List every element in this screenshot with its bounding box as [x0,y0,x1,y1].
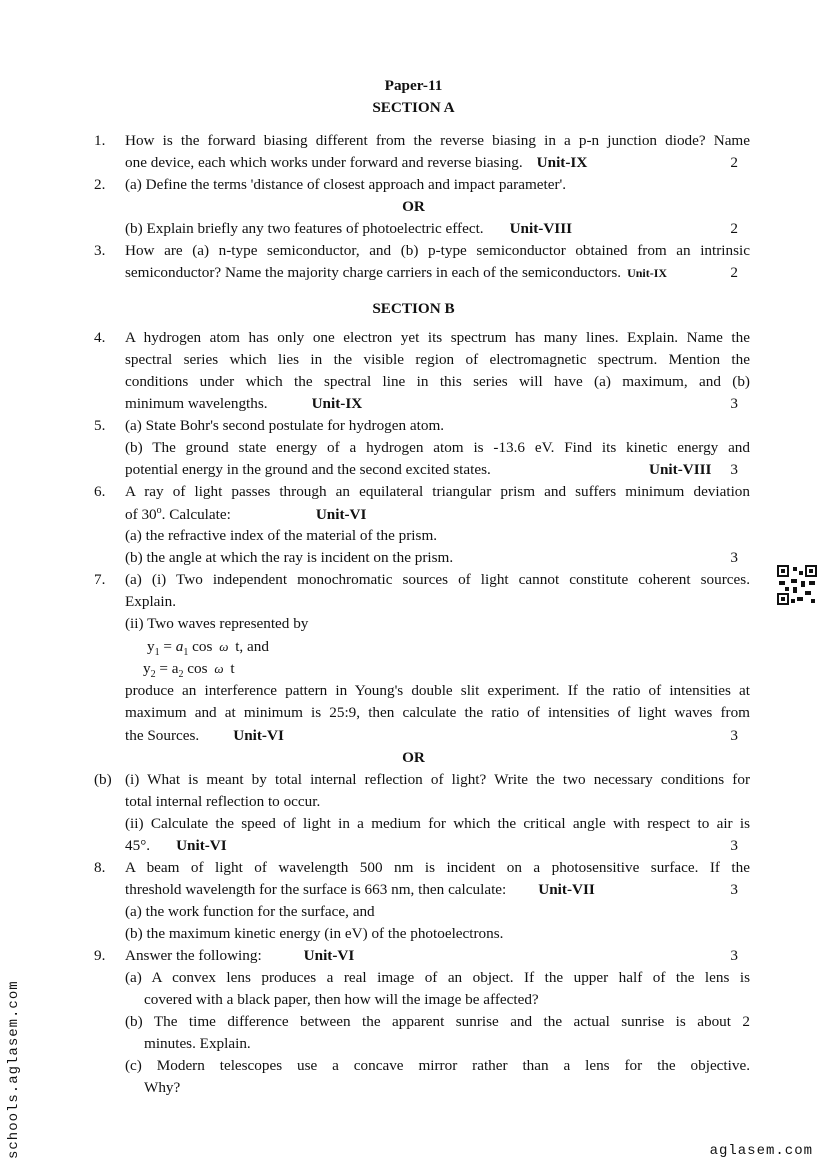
q8-unit: Unit-VII [538,881,595,898]
q9-c-line-1: (c) Modern telescopes use a concave mirror rather than a lens for the objective. [125,1057,750,1074]
q4-unit: Unit-IX [311,395,363,412]
q7-b-marks: 3 [730,837,738,854]
q7-equation-2: $y_2 = a_2$ cos ω t [143,660,235,681]
q8-line-1: A beam of light of wavelength 500 nm is incident on a photosensitive surface. If the [125,859,750,876]
footer-watermark: aglasem.com [709,1143,813,1159]
section-b-heading: SECTION B [372,300,455,317]
q1-line-2: one device, each which works under forward and reverse biasing. Unit-IX [125,154,588,171]
q9-b-line-2: minutes. Explain. [144,1035,251,1052]
q5-line-2: (b) The ground state energy of a hydrogen atom is -13.6 eV. Find its kinetic energy and [125,439,750,456]
q6-line-4: (b) the angle at which the ray is incident on the prism. [125,549,454,566]
q6-line-3: (a) the refractive index of the material of the prism. [125,527,438,544]
q7-marks: 3 [730,727,738,744]
q8-line-2: threshold wavelength for the surface is 663 nm, then calculate: Unit-VII [125,881,595,898]
q7-b-number: (b) [94,771,112,788]
q7-or: OR [402,749,425,766]
q4-marks: 3 [730,395,738,412]
q1-line-1: How is the forward biasing different from the reverse biasing in a p-n junction diode? Name [125,132,750,149]
paper-title: Paper-11 [384,77,443,94]
q5-marks: 3 [730,461,738,478]
q7-equation-1: $y_1 = a_1$ cos ω t, and [147,638,269,659]
q5-unit: Unit-VIII [649,461,712,478]
q6-marks: 3 [730,549,738,566]
q9-c-line-2: Why? [144,1079,181,1096]
q4-number: 4. [94,329,106,346]
q7-unit: Unit-VI [233,727,284,744]
q4-line-2: spectral series which lies in the visible region of electromagnetic spectrum. Mention the [125,351,750,368]
q7-b-line-3: (ii) Calculate the speed of light in a medium for which the critical angle with respect to air is [125,815,750,832]
q5-number: 5. [94,417,106,434]
q4-line-4: minimum wavelengths. Unit-IX [125,395,363,412]
q7-b-unit: Unit-VI [176,837,227,854]
q2-number: 2. [94,176,106,193]
q1-marks: 2 [730,154,738,171]
q5-line-1: (a) State Bohr's second postulate for hydrogen atom. [125,417,445,434]
q5-line-3: potential energy in the ground and the second excited states. [125,461,491,478]
q8-marks: 3 [730,881,738,898]
section-a-heading: SECTION A [372,99,455,116]
q6-line-2: of 30$^o$. Calculate: Unit-VI [125,505,367,524]
q4-line-1: A hydrogen atom has only one electron yet its spectrum has many lines. Explain. Name the [125,329,750,346]
q7-line-5: maximum and at minimum is 25:9, then calculate the ratio of intensities of light waves from [125,704,750,721]
q2-line-2: (b) Explain briefly any two features of photoelectric effect. Unit-VIII [125,220,573,237]
q9-number: 9. [94,947,106,964]
q3-line-2: semiconductor? Name the majority charge carriers in each of the semiconductors. Unit-IX [125,264,668,281]
q7-b-line-2: total internal reflection to occur. [125,793,321,810]
q9-b-line-1: (b) The time difference between the apparent sunrise and the actual sunrise is about 2 [125,1013,750,1030]
q2-line-1: (a) Define the terms 'distance of closest approach and impact parameter'. [125,176,567,193]
q7-line-4: produce an interference pattern in Young's double slit experiment. If the ratio of intensities at [125,682,750,699]
q4-line-3: conditions under which the spectral line in this series will have (a) maximum, and (b) [125,373,750,390]
q1-unit: Unit-IX [536,154,588,171]
q9-marks: 3 [730,947,738,964]
q9-unit: Unit-VI [303,947,355,964]
q9-a-line-1: (a) A convex lens produces a real image of an object. If the upper half of the lens is [125,969,750,986]
q7-b-line-4: 45°. Unit-VI [125,837,227,854]
q6-line-1: A ray of light passes through an equilateral triangular prism and suffers minimum deviation [125,483,750,500]
side-watermark: schools.aglasem.com [6,980,22,1159]
q3-marks: 2 [730,264,738,281]
q6-number: 6. [94,483,106,500]
q3-line-1: How are (a) n-type semiconductor, and (b) p-type semiconductor obtained from an intrinsic [125,242,750,259]
qr-code-icon [777,565,817,605]
q7-b-line-1: (i) What is meant by total internal reflection of light? Write the two necessary conditions for [125,771,750,788]
q9-line-1: Answer the following: Unit-VI [125,947,355,964]
q7-number: 7. [94,571,106,588]
q7-line-3: (ii) Two waves represented by [125,615,309,632]
q6-unit: Unit-VI [315,506,367,524]
q1-number: 1. [94,132,106,149]
q7-line-6: the Sources. Unit-VI [125,727,284,744]
q8-line-3: (a) the work function for the surface, and [125,903,375,920]
q7-line-1: (a) (i) Two independent monochromatic sources of light cannot constitute coherent sources. [125,571,750,588]
q9-a-line-2: covered with a black paper, then how will the image be affected? [144,991,539,1008]
q8-number: 8. [94,859,106,876]
q3-number: 3. [94,242,106,259]
q8-line-4: (b) the maximum kinetic energy (in eV) of the photoelectrons. [125,925,504,942]
q2-or: OR [402,198,425,215]
q3-unit: Unit-IX [627,266,668,280]
q2-unit: Unit-VIII [509,220,573,237]
q2-marks: 2 [730,220,738,237]
q7-line-2: Explain. [125,593,177,610]
